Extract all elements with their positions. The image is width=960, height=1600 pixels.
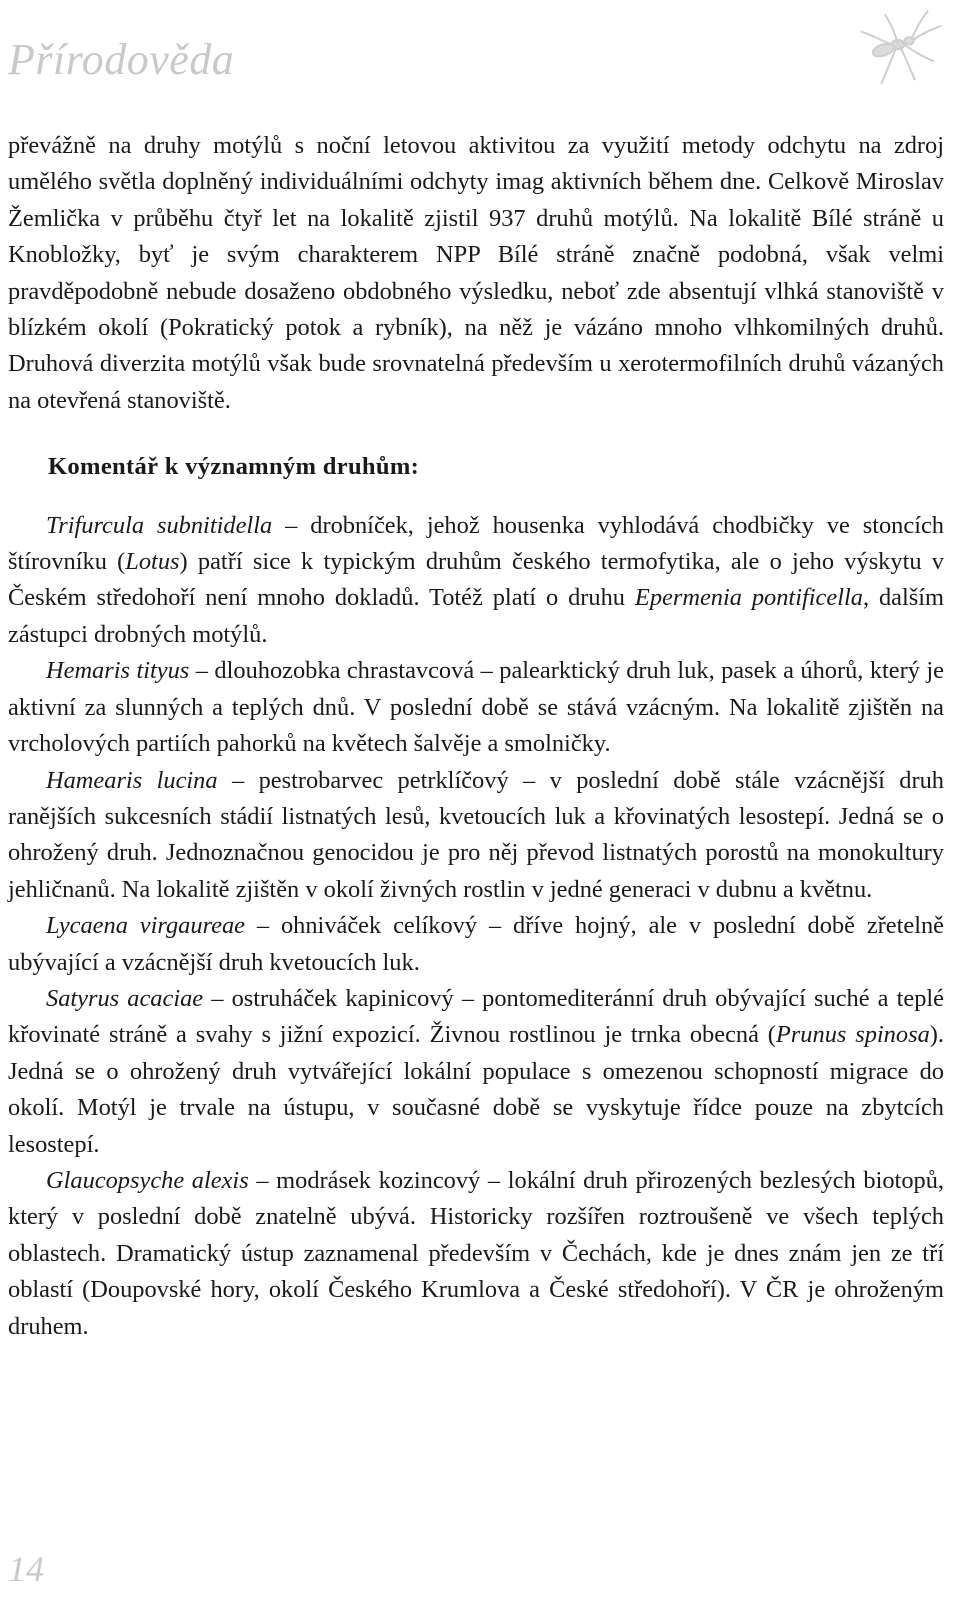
species-name: Prunus spinosa <box>775 1021 930 1049</box>
species-name: Hemaris tityus <box>46 657 190 685</box>
entry-text: – ostruháček kapinicový – pontomediteránní druh obývající suché a teplé křovinaté stráně a svahy s jižní expozicí. Živnou rostlinou je trnka obecná ( <box>8 984 945 1049</box>
intro-paragraph: převážně na druhy motýlů s noční letovou aktivitou za využití metody odchytu na zdroj umělého světla doplněný individuálními odchyty imag aktivních během dne. Celkově Miroslav Žemlička v průběhu čtyř let na lokalitě zjistil 937 druhů motýlů. Na lokalitě Bílé stráně u Knobložky, byť je svým charakterem NPP Bílé stráně značně podobná, však velmi pravděpodobně nebude dosaženo obdobného výsledku, neboť zde absentují vlhká stanoviště v blízkém okolí (Pokratický potok a rybník), na něž je vázáno mnoho vlhkomilných druhů. Druhová diverzita motýlů však bude srovnatelná především u xerotermofilních druhů vázaných na otevřená stanoviště. <box>8 132 944 414</box>
species-entry <box>8 763 944 909</box>
page-number: 14 <box>8 1549 44 1589</box>
species-name: Trifurcula subnitidella <box>46 511 273 539</box>
entry-text: – modrásek kozincový – lokální druh přirozených bezlesých biotopů, který v poslední době znatelně ubývá. Historicky rozšířen roztroušeně ve všech teplých oblastech. Dramatický ústup zaznamenal především v Čechách, kde je dnes znám jen ze tří oblastí (Doupovské hory, okolí Českého Krumlova a České středohoří). V ČR je ohroženým druhem. <box>8 1166 944 1340</box>
species-name: Lotus <box>125 548 180 576</box>
article-body <box>8 128 944 1345</box>
entry-text: , dalším zástupci drobných motýlů. <box>8 584 944 648</box>
species-name: Epermenia pontificella <box>634 584 863 612</box>
page-header <box>8 30 960 100</box>
species-name: Satyrus acaciae <box>46 984 204 1012</box>
entry-text: – dlouhozobka chrastavcová – palearktický druh luk, pasek a úhorů, který je aktivní za slunných a teplých dnů. V poslední době se stává vzácným. Na lokalitě zjištěn na vrcholových partiích pahorků na květech šalvěje a smolničky. <box>8 657 944 758</box>
species-entry <box>8 653 944 762</box>
species-name: Lycaena virgaureae <box>46 912 245 940</box>
entry-text: – ohniváček celíkový – dříve hojný, ale v poslední době zřetelně ubývající a vzácnější druh kvetoucích luk. <box>8 912 944 976</box>
species-name: Glaucopsyche alexis <box>46 1166 249 1194</box>
species-entry <box>8 1163 944 1345</box>
species-name: Hamearis lucina <box>46 766 218 794</box>
entry-text: ) patří sice k typickým druhům českého termofytika, ale o jeho výskytu v Českém středohoří není mnoho dokladů. Totéž platí o druhu <box>8 548 944 612</box>
ant-insect-icon <box>854 4 946 96</box>
species-entry <box>8 908 944 981</box>
section-heading: Komentář k významným druhům: <box>48 453 420 481</box>
species-entry <box>8 508 944 654</box>
entry-text: – drobníček, jehož housenka vyhlodává chodbičky ve stoncích štírovníku ( <box>8 511 945 576</box>
entry-text: ). Jedná se o ohrožený druh vytvářející lokální populace s omezenou schopností migrace do okolí. Motýl je trvale na ústupu, v současné době se vyskytuje řídce pouze na zbytcích lesostepí. <box>8 1021 944 1158</box>
species-entry <box>8 981 944 1163</box>
section-title: Přírodověda <box>8 35 235 84</box>
entry-text: – pestrobarvec petrklíčový – v poslední době stále vzácnější druh ranějších sukcesních stádií listnatých lesů, kvetoucích luk a křovinatých lesostepí. Jedná se o ohrožený druh. Jednoznačnou genocidou je pro něj převod listnatých porostů na monokultury jehličnanů. Na lokalitě zjištěn v okolí živných rostlin v jedné generaci v dubnu a květnu. <box>8 766 944 903</box>
